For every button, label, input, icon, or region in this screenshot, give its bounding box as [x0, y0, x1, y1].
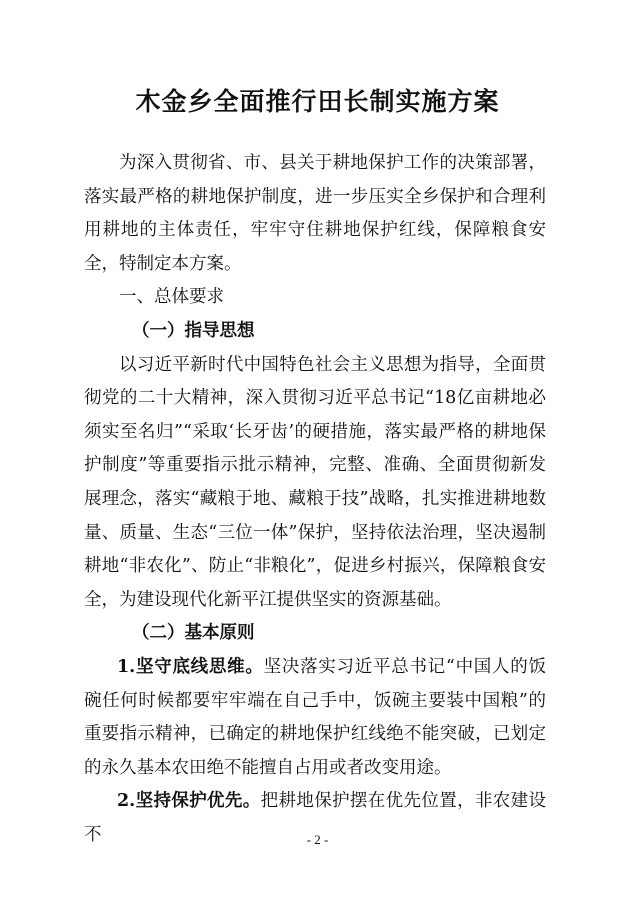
page-number: - 2 - [306, 832, 329, 847]
document-body [84, 147, 546, 852]
guiding-thought-paragraph: 以习近平新时代中国特色社会主义思想为指导，全面贯彻党的二十大精神，深入贯彻习近平总书记“18亿亩耕地必须实至名归”“采取‘长牙齿’的硬措施，落实最严格的耕地保护制度”等重要指示批示精神，完整、准确、全面贯彻新发展理念，落实“藏粮于地、藏粮于技”战略，扎实推进耕地数量、质量、生态“三位一体”保护，坚持依法治理，坚决遏制耕地“非农化”、防止“非粮化”，促进乡村振兴，保障粮食安全，为建设现代化新平江提供坚实的资源基础。 [84, 354, 546, 610]
intro-paragraph: 为深入贯彻省、市、县关于耕地保护工作的决策部署，落实最严格的耕地保护制度，进一步压实全乡保护和合理利用耕地的主体责任，牢牢守住耕地保护红线，保障粮食安全，特制定本方案。 [84, 153, 546, 274]
document-title: 木金乡全面推行田长制实施方案 [135, 87, 500, 116]
principle-2-text: 把耕地保护摆在优先位置，非农建设不 [84, 791, 546, 845]
principle-2-lead: 2.坚持保护优先。 [117, 791, 261, 812]
subsection-heading-guiding-thought: （一）指导思想 [132, 320, 255, 341]
principle-1-paragraph [84, 651, 546, 785]
subsection-heading-basic-principles: （二）基本原则 [132, 623, 255, 644]
section-heading-general-requirements: 一、总体要求 [119, 287, 224, 308]
principle-1-text: 坚决落实习近平总书记“中国人的饭碗任何时候都要牢牢端在自己手中，饭碗主要装中国粮”的重要指示精神，已确定的耕地保护红线绝不能突破，已划定的永久基本农田绝不能擅自占用或者改变用途。 [84, 656, 546, 778]
principle-1-lead: 1.坚守底线思维。 [117, 656, 264, 677]
